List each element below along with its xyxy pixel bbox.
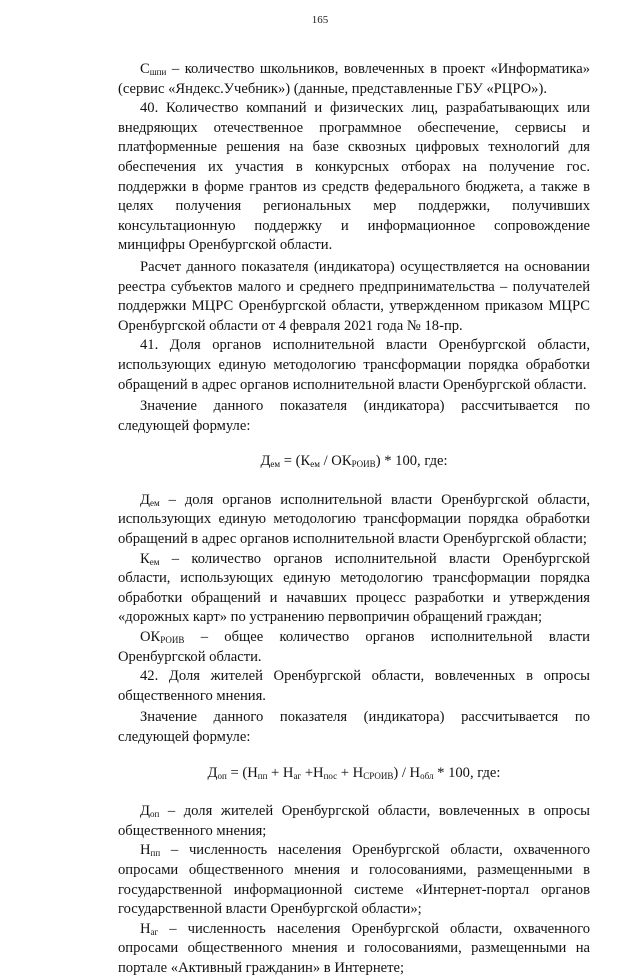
formula-part: + Н — [337, 764, 364, 781]
formula-part: Д — [260, 453, 271, 470]
formula-dop — [118, 764, 590, 784]
paragraph-formula-intro-2: Значение данного показателя (индикатора) рассчитывается по следующей формуле: — [118, 709, 590, 745]
formula-subscript: ем — [310, 459, 320, 470]
formula-part: = (Н — [226, 764, 258, 781]
paragraph-cshpi-definition — [118, 60, 590, 99]
symbol: К — [140, 550, 150, 567]
definition-text: – общее количество органов исполнительной власти Оренбургской области. — [118, 629, 590, 665]
symbol: ОК — [140, 629, 161, 646]
formula-subscript: аг — [293, 770, 302, 781]
formula-part: = (К — [280, 453, 311, 470]
symbol-subscript: ем — [149, 556, 160, 567]
symbol-subscript: пп — [150, 848, 161, 859]
formula-part: / ОК — [319, 453, 352, 470]
definition-text: – количество органов исполнительной власти Оренбургской области, использующих единую методологию трансформации порядка обработки обращений и начавших процесс разработки и утверждения «дорожных карт» по устранению первопричин обращений граждан; — [118, 550, 590, 626]
paragraph-dem-definition — [118, 491, 590, 550]
symbol: Н — [140, 920, 151, 937]
definition-text: – доля жителей Оренбургской области, вовлеченных в опросы общественного мнения; — [118, 803, 590, 839]
definition-text: – численность населения Оренбургской области, охваченного опросами общественного мнения и голосованиями, размещенными в государственной информационной системе «Интернет-портал органов государственной власти Оренбургской области»; — [118, 842, 590, 918]
formula-subscript: пп — [257, 770, 268, 781]
symbol: Д — [140, 803, 150, 820]
symbol-subscript: аг — [150, 926, 159, 937]
paragraph-formula-intro-1: Значение данного показателя (индикатора) рассчитывается по следующей формуле: — [118, 398, 590, 434]
symbol-subscript: РОИВ — [160, 635, 185, 646]
formula-subscript: СРОИВ — [363, 770, 394, 781]
paragraph-dop-definition — [118, 802, 590, 841]
formula-part: Д — [207, 764, 218, 781]
paragraph-item-40: 40. Количество компаний и физических лиц, разрабатывающих или внедряющих отечественное программное обеспечение, сервисы и платформенные решения на базе сквозных цифровых технологий для обеспечения их участия в конкурсных отборах на получение гос. поддержки в форме грантов из средств федерального бюджета, а также в целях получения региональных мер поддержки, получивших консультационную поддержку и информационное сопровождение минцифры Оренбургской области. — [118, 100, 590, 254]
paragraph-calculation-basis: Расчет данного показателя (индикатора) осуществляется на основании реестра субъектов малого и среднего предпринимательства – получателей поддержки МЦРС Оренбургской области, утвержденном приказом МЦРС Оренбургской области от 4 февраля 2021 года № 18-пр. — [118, 258, 590, 334]
formula-part: ) * 100, где: — [375, 453, 448, 470]
definition-text: – доля органов исполнительной власти Оренбургской области, использующих единую методологию трансформации порядка обработки обращений в адрес органов исполнительной власти Оренбургской области; — [118, 491, 590, 548]
formula-subscript: ем — [270, 459, 281, 470]
paragraph-okroiv-definition — [118, 628, 590, 667]
page-number: 165 — [311, 14, 329, 26]
formula-part: ) / Н — [393, 764, 421, 781]
paragraph-item-41: 41. Доля органов исполнительной власти Оренбургской области, использующих единую методологию трансформации порядка обработки обращений в адрес органов исполнительной власти Оренбургской области. — [118, 337, 590, 393]
symbol: Д — [140, 491, 150, 508]
symbol-subscript: оп — [149, 809, 160, 820]
paragraph-kem-definition — [118, 550, 590, 628]
paragraph-npp-definition — [118, 841, 590, 919]
paragraph-item-42: 42. Доля жителей Оренбургской области, вовлеченных в опросы общественного мнения. — [118, 668, 590, 704]
formula-subscript: РОИВ — [351, 459, 376, 470]
definition-text: – численность населения Оренбургской области, охваченного опросами общественного мнения и голосованиями, размещенными на портале «Активный гражданин» в Интернете; — [118, 920, 590, 976]
document-body — [118, 60, 590, 979]
formula-part: + Н — [267, 764, 294, 781]
formula-dem — [118, 452, 590, 472]
symbol-subscript: шпи — [149, 67, 167, 77]
formula-part: * 100, где: — [433, 764, 501, 781]
symbol: С — [140, 61, 150, 77]
symbol-subscript: ем — [149, 497, 160, 508]
symbol: Н — [140, 842, 151, 859]
formula-subscript: оп — [217, 770, 227, 781]
paragraph-nag-definition — [118, 920, 590, 979]
definition-text: – количество школьников, вовлеченных в проект «Информатика» (сервис «Яндекс.Учебник») (данные, представленные ГБУ «РЦРО»). — [118, 61, 590, 97]
formula-subscript: обл — [420, 770, 434, 781]
formula-subscript: пос — [323, 770, 338, 781]
formula-part: +Н — [301, 764, 324, 781]
